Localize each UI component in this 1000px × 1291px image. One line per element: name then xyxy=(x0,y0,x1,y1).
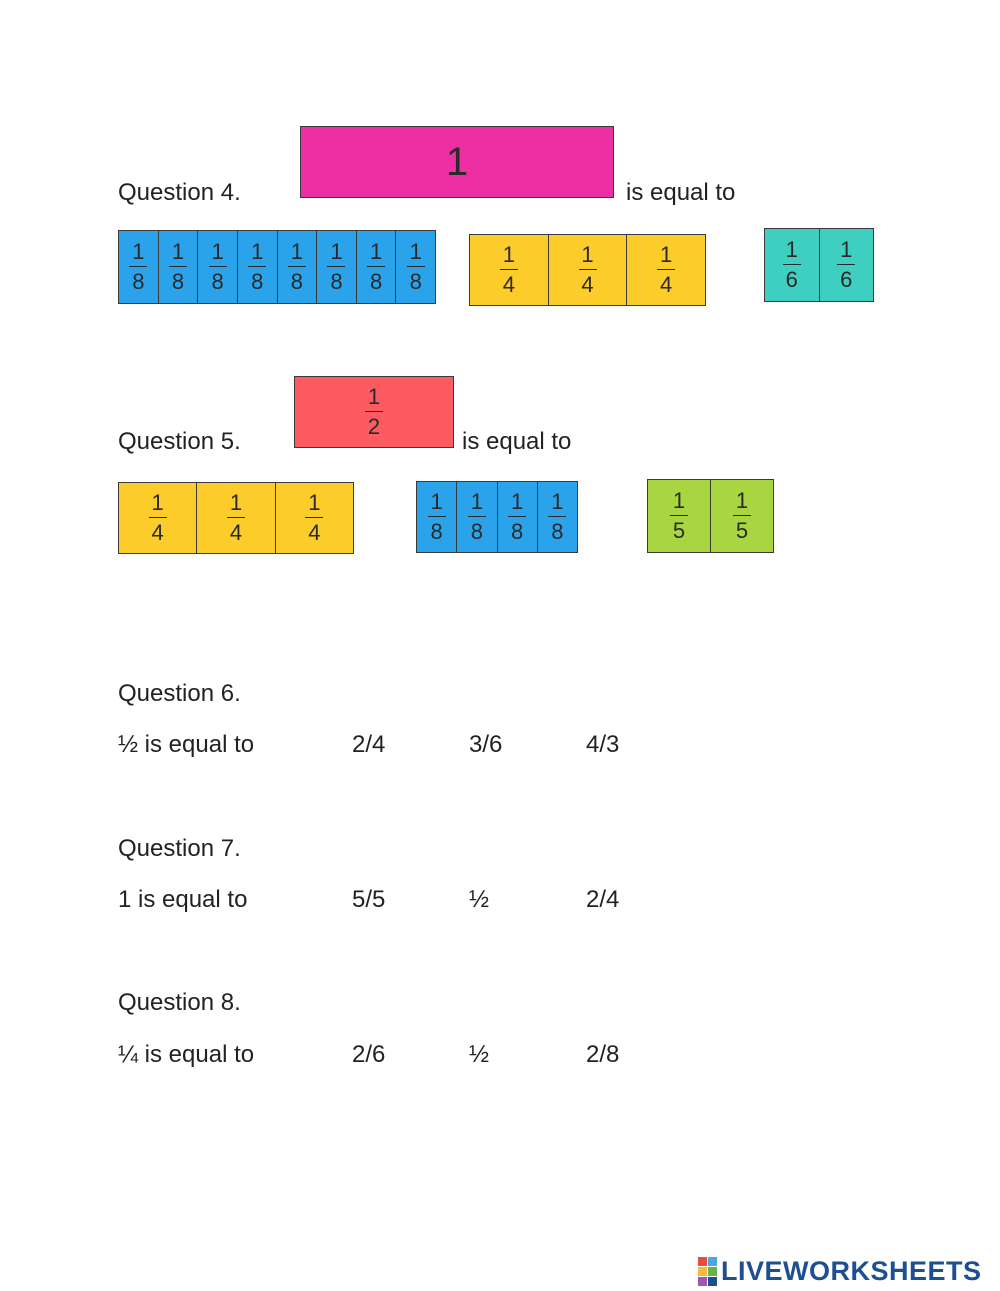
fraction-label xyxy=(837,236,855,293)
logo-badge-square xyxy=(708,1257,717,1266)
denominator: 4 xyxy=(229,520,243,546)
fraction-label xyxy=(129,238,147,295)
liveworksheets-logo xyxy=(698,1256,982,1286)
fraction-cell xyxy=(119,231,159,303)
q8-prompt: ¼ is equal to xyxy=(118,1041,255,1068)
numerator: 1 xyxy=(229,489,243,515)
fraction-cell xyxy=(317,231,357,303)
fraction-cell xyxy=(457,482,497,552)
numerator: 1 xyxy=(430,488,443,514)
q6-option-2[interactable]: 3/6 xyxy=(469,731,503,758)
fraction-cell xyxy=(159,231,199,303)
fraction-cell xyxy=(711,480,773,552)
fraction-cell xyxy=(396,231,435,303)
q5-option-quarters[interactable] xyxy=(118,482,354,554)
numerator: 1 xyxy=(502,241,515,267)
denominator: 8 xyxy=(470,519,483,545)
q6-option-3[interactable]: 4/3 xyxy=(586,731,620,758)
q5-label: Question 5. xyxy=(118,428,241,455)
logo-badge-square xyxy=(708,1277,717,1286)
q6-option-1[interactable]: 2/4 xyxy=(352,731,386,758)
fraction-label xyxy=(327,238,345,295)
numerator: 1 xyxy=(132,238,145,264)
denominator: 4 xyxy=(502,272,515,298)
denominator: 8 xyxy=(511,519,524,545)
fraction-cell xyxy=(197,483,275,553)
logo-badge-square xyxy=(708,1267,717,1276)
fraction-label xyxy=(227,489,245,546)
fraction-label xyxy=(149,489,167,546)
numerator: 1 xyxy=(511,488,524,514)
fraction-label xyxy=(508,488,526,545)
fraction-label xyxy=(548,488,566,545)
logo-badge-icon xyxy=(698,1257,717,1286)
numerator: 1 xyxy=(409,238,422,264)
fraction-label xyxy=(407,238,425,295)
fraction-cell xyxy=(648,480,711,552)
fraction-label xyxy=(579,241,597,298)
q5-half-cell xyxy=(295,377,453,447)
q5-option-fifths[interactable] xyxy=(647,479,774,553)
numerator: 1 xyxy=(330,238,343,264)
fraction-cell xyxy=(276,483,353,553)
denominator: 4 xyxy=(581,272,594,298)
q8-label: Question 8. xyxy=(118,989,241,1016)
q4-suffix: is equal to xyxy=(626,179,736,206)
denominator: 4 xyxy=(308,520,321,546)
q4-label: Question 4. xyxy=(118,179,241,206)
numerator: 1 xyxy=(581,241,594,267)
fraction-label xyxy=(500,241,518,298)
logo-badge-square xyxy=(698,1267,707,1276)
fraction-cell xyxy=(417,482,457,552)
denominator: 8 xyxy=(551,519,564,545)
denominator: 8 xyxy=(330,269,343,295)
denominator: 5 xyxy=(672,518,686,544)
numerator: 1 xyxy=(785,236,798,262)
fraction-label xyxy=(428,488,446,545)
fraction-cell xyxy=(357,231,397,303)
denominator: 4 xyxy=(660,272,673,298)
q4-whole-bar xyxy=(300,126,614,198)
fraction-label xyxy=(305,489,323,546)
denominator: 6 xyxy=(785,267,798,293)
numerator: 1 xyxy=(290,238,303,264)
fraction-label xyxy=(169,238,187,295)
q8-option-2[interactable]: ½ xyxy=(469,1041,490,1068)
numerator: 1 xyxy=(251,238,264,264)
fraction-cell xyxy=(119,483,197,553)
numerator: 1 xyxy=(211,238,224,264)
numerator: 1 xyxy=(840,236,853,262)
q4-option-eighths[interactable] xyxy=(118,230,436,304)
q5-suffix: is equal to xyxy=(462,428,572,455)
q7-option-3[interactable]: 2/4 xyxy=(586,886,620,913)
q6-label: Question 6. xyxy=(118,680,241,707)
q8-option-1[interactable]: 2/6 xyxy=(352,1041,386,1068)
denominator: 8 xyxy=(409,269,422,295)
denominator: 8 xyxy=(211,269,224,295)
numerator: 1 xyxy=(735,487,749,513)
fraction-label xyxy=(288,238,306,295)
fraction-label xyxy=(657,241,675,298)
q4-whole-cell xyxy=(301,127,613,197)
q7-label: Question 7. xyxy=(118,835,241,862)
q4-whole-value: 1 xyxy=(445,139,469,184)
fraction-cell xyxy=(549,235,628,305)
q7-prompt: 1 is equal to xyxy=(118,886,248,913)
denominator: 8 xyxy=(290,269,303,295)
q8-option-3[interactable]: 2/8 xyxy=(586,1041,620,1068)
fraction-cell xyxy=(627,235,705,305)
numerator: 1 xyxy=(369,238,383,264)
denominator: 6 xyxy=(840,267,853,293)
numerator: 1 xyxy=(551,488,564,514)
q6-prompt: ½ is equal to xyxy=(118,731,255,758)
denominator: 8 xyxy=(171,269,185,295)
fraction-label xyxy=(670,487,688,544)
numerator: 1 xyxy=(660,241,673,267)
q7-option-1[interactable]: 5/5 xyxy=(352,886,386,913)
q4-option-sixths[interactable] xyxy=(764,228,874,302)
fraction-cell xyxy=(498,482,538,552)
logo-badge-square xyxy=(698,1257,707,1266)
fraction-cell xyxy=(538,482,577,552)
fraction-cell xyxy=(765,229,820,301)
fraction-label xyxy=(209,238,227,295)
q5-half-bar xyxy=(294,376,454,448)
q4-option-quarters[interactable] xyxy=(469,234,706,306)
denominator: 5 xyxy=(735,518,749,544)
denominator: 8 xyxy=(430,519,443,545)
numerator: 1 xyxy=(308,489,321,515)
numerator: 1 xyxy=(171,238,185,264)
fraction-label xyxy=(468,488,486,545)
numerator: 1 xyxy=(470,488,483,514)
fraction-label xyxy=(367,238,385,295)
fraction-cell xyxy=(238,231,278,303)
fraction-label xyxy=(733,487,751,544)
fraction-cell xyxy=(198,231,238,303)
fraction-label xyxy=(783,236,801,293)
numerator: 1 xyxy=(672,487,686,513)
q5-half-fraction: $\frac{1}{2}$ xyxy=(365,386,383,439)
denominator: 4 xyxy=(151,520,164,546)
fraction-cell xyxy=(470,235,549,305)
q5-option-eighths[interactable] xyxy=(416,481,578,553)
fraction-cell xyxy=(820,229,874,301)
denominator: 8 xyxy=(251,269,264,295)
logo-text: LIVEWORKSHEETS xyxy=(721,1255,982,1286)
logo-badge-square xyxy=(698,1277,707,1286)
fraction-cell xyxy=(278,231,318,303)
denominator: 8 xyxy=(132,269,145,295)
fraction-label xyxy=(248,238,266,295)
q7-option-2[interactable]: ½ xyxy=(469,886,490,913)
denominator: 8 xyxy=(369,269,383,295)
numerator: 1 xyxy=(151,489,164,515)
